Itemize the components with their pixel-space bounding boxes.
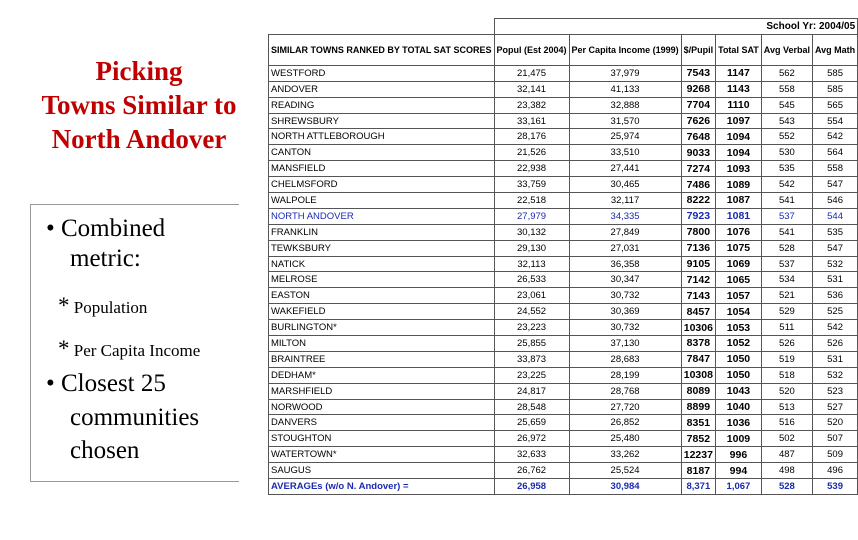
cell-inc: 41,133 [569, 81, 681, 97]
cell-town: BURLINGTON* [269, 320, 495, 336]
table-row [269, 177, 858, 193]
cell-town: BRAINTREE [269, 351, 495, 367]
table-row [269, 145, 858, 161]
cell-m: 547 [812, 240, 857, 256]
cell-inc: 28,199 [569, 367, 681, 383]
cell-pp: 12237 [681, 447, 716, 463]
cell-town: TEWKSBURY [269, 240, 495, 256]
cell-inc: 30,347 [569, 272, 681, 288]
cell-pop: 30,132 [494, 224, 569, 240]
cell-v: 526 [761, 336, 812, 352]
cell-pop: 25,659 [494, 415, 569, 431]
header-row [269, 34, 858, 65]
cell-sat: 1054 [716, 304, 762, 320]
cell-pop: 22,518 [494, 193, 569, 209]
cell-pop: 27,979 [494, 208, 569, 224]
cell-v: 513 [761, 399, 812, 415]
cell-pp: 10306 [681, 320, 716, 336]
cell-inc: 37,130 [569, 336, 681, 352]
cell-inc: 26,852 [569, 415, 681, 431]
cell-v: 516 [761, 415, 812, 431]
cell-town: SAUGUS [269, 463, 495, 479]
cell-pop: 26,972 [494, 431, 569, 447]
cell-inc: 30,732 [569, 288, 681, 304]
table-row [269, 240, 858, 256]
cell-v: 520 [761, 383, 812, 399]
school-year: School Yr: 2004/05 [494, 19, 858, 35]
cell-town: DEDHAM* [269, 367, 495, 383]
sub-bullet-population-label: Population [73, 298, 148, 317]
cell-inc: 37,979 [569, 65, 681, 81]
star-icon: * [58, 336, 70, 361]
cell-inc: 33,262 [569, 447, 681, 463]
cell-v: 562 [761, 65, 812, 81]
cell-town: READING [269, 97, 495, 113]
cell-town: MARSHFIELD [269, 383, 495, 399]
cell-m: 523 [812, 383, 857, 399]
table-row [269, 383, 858, 399]
table-row [269, 161, 858, 177]
bullet-metric: metric: [70, 245, 141, 272]
cell-sat: 1050 [716, 351, 762, 367]
cell-sat: 1076 [716, 224, 762, 240]
avg-income: 30,984 [569, 479, 681, 495]
cell-town: NORTH ANDOVER [269, 208, 495, 224]
cell-pop: 29,130 [494, 240, 569, 256]
cell-inc: 25,974 [569, 129, 681, 145]
cell-pp: 7800 [681, 224, 716, 240]
cell-inc: 28,683 [569, 351, 681, 367]
slide-title [14, 55, 264, 156]
cell-sat: 1081 [716, 208, 762, 224]
cell-m: 531 [812, 351, 857, 367]
cell-sat: 994 [716, 463, 762, 479]
cell-town: WALPOLE [269, 193, 495, 209]
cell-m: 542 [812, 320, 857, 336]
bullet-communities: communities [70, 404, 200, 431]
cell-m: 585 [812, 65, 857, 81]
avg-spupil: 8,371 [681, 479, 716, 495]
cell-pop: 33,873 [494, 351, 569, 367]
cell-pop: 25,855 [494, 336, 569, 352]
cell-v: 558 [761, 81, 812, 97]
cell-pop: 21,526 [494, 145, 569, 161]
cell-pop: 23,061 [494, 288, 569, 304]
star-icon: * [58, 293, 70, 318]
cell-m: 525 [812, 304, 857, 320]
cell-v: 537 [761, 256, 812, 272]
table-row [269, 208, 858, 224]
cell-pop: 23,225 [494, 367, 569, 383]
cell-sat: 1094 [716, 145, 762, 161]
cell-v: 521 [761, 288, 812, 304]
table-row [269, 320, 858, 336]
cell-m: 547 [812, 177, 857, 193]
cell-inc: 27,441 [569, 161, 681, 177]
cell-sat: 1050 [716, 367, 762, 383]
avg-sat: 1,067 [716, 479, 762, 495]
table-row [269, 431, 858, 447]
cell-pp: 10308 [681, 367, 716, 383]
cell-pop: 23,382 [494, 97, 569, 113]
cell-inc: 25,524 [569, 463, 681, 479]
cell-m: 531 [812, 272, 857, 288]
cell-v: 498 [761, 463, 812, 479]
cell-town: WAKEFIELD [269, 304, 495, 320]
table-row [269, 129, 858, 145]
sub-bullet-income-label: Per Capita Income [73, 341, 201, 360]
cell-m: 544 [812, 208, 857, 224]
cell-m: 554 [812, 113, 857, 129]
cell-pp: 7626 [681, 113, 716, 129]
cell-pp: 7142 [681, 272, 716, 288]
bullet-closest: • Closest 25 [46, 370, 166, 397]
cell-v: 519 [761, 351, 812, 367]
cell-v: 529 [761, 304, 812, 320]
avg-math: 539 [812, 479, 857, 495]
cell-m: 564 [812, 145, 857, 161]
avg-verbal: 528 [761, 479, 812, 495]
cell-pop: 32,113 [494, 256, 569, 272]
cell-pop: 32,633 [494, 447, 569, 463]
table-row [269, 113, 858, 129]
header-towns: SIMILAR TOWNS RANKED BY TOTAL SAT SCORES [269, 34, 495, 65]
cell-inc: 33,510 [569, 145, 681, 161]
table-row [269, 463, 858, 479]
cell-pp: 8351 [681, 415, 716, 431]
cell-pp: 7923 [681, 208, 716, 224]
school-year-row [269, 19, 858, 35]
cell-sat: 1040 [716, 399, 762, 415]
cell-inc: 25,480 [569, 431, 681, 447]
cell-pop: 24,817 [494, 383, 569, 399]
cell-pp: 8089 [681, 383, 716, 399]
cell-sat: 1087 [716, 193, 762, 209]
cell-town: MANSFIELD [269, 161, 495, 177]
table-row [269, 351, 858, 367]
cell-pp: 8187 [681, 463, 716, 479]
table-row [269, 336, 858, 352]
cell-inc: 30,465 [569, 177, 681, 193]
cell-sat: 1089 [716, 177, 762, 193]
cell-sat: 1075 [716, 240, 762, 256]
cell-v: 543 [761, 113, 812, 129]
cell-v: 534 [761, 272, 812, 288]
cell-pop: 26,533 [494, 272, 569, 288]
cell-sat: 1036 [716, 415, 762, 431]
cell-m: 565 [812, 97, 857, 113]
table-row [269, 224, 858, 240]
cell-town: WATERTOWN* [269, 447, 495, 463]
cell-town: DANVERS [269, 415, 495, 431]
cell-sat: 1093 [716, 161, 762, 177]
cell-m: 509 [812, 447, 857, 463]
cell-pop: 24,552 [494, 304, 569, 320]
cell-pp: 7648 [681, 129, 716, 145]
cell-v: 511 [761, 320, 812, 336]
cell-v: 545 [761, 97, 812, 113]
cell-sat: 1143 [716, 81, 762, 97]
cell-sat: 1069 [716, 256, 762, 272]
table-row [269, 193, 858, 209]
cell-pp: 8457 [681, 304, 716, 320]
cell-m: 520 [812, 415, 857, 431]
cell-inc: 30,732 [569, 320, 681, 336]
cell-pop: 33,759 [494, 177, 569, 193]
cell-v: 535 [761, 161, 812, 177]
cell-sat: 1057 [716, 288, 762, 304]
cell-town: SHREWSBURY [269, 113, 495, 129]
cell-m: 546 [812, 193, 857, 209]
cell-town: CANTON [269, 145, 495, 161]
cell-m: 527 [812, 399, 857, 415]
header-income: Per Capita Income (1999) [569, 34, 681, 65]
cell-pp: 9105 [681, 256, 716, 272]
cell-town: STOUGHTON [269, 431, 495, 447]
cell-pp: 7136 [681, 240, 716, 256]
cell-pp: 7847 [681, 351, 716, 367]
cell-pop: 28,176 [494, 129, 569, 145]
cell-v: 530 [761, 145, 812, 161]
cell-sat: 1147 [716, 65, 762, 81]
cell-pp: 7143 [681, 288, 716, 304]
cell-m: 507 [812, 431, 857, 447]
table-row [269, 256, 858, 272]
cell-pp: 8222 [681, 193, 716, 209]
cell-pop: 33,161 [494, 113, 569, 129]
cell-v: 528 [761, 240, 812, 256]
cell-town: ANDOVER [269, 81, 495, 97]
header-spupil: $/Pupil [681, 34, 716, 65]
cell-pp: 8899 [681, 399, 716, 415]
cell-inc: 36,358 [569, 256, 681, 272]
table-row [269, 415, 858, 431]
cell-m: 526 [812, 336, 857, 352]
cell-sat: 1009 [716, 431, 762, 447]
bullet-combined: • Combined [46, 215, 166, 242]
title-line-3: North Andover [51, 123, 227, 154]
cell-inc: 32,117 [569, 193, 681, 209]
cell-sat: 996 [716, 447, 762, 463]
cell-v: 541 [761, 224, 812, 240]
cell-town: MILTON [269, 336, 495, 352]
cell-pp: 7852 [681, 431, 716, 447]
table-row [269, 367, 858, 383]
table-row [269, 288, 858, 304]
table-row [269, 81, 858, 97]
cell-pop: 26,762 [494, 463, 569, 479]
cell-sat: 1065 [716, 272, 762, 288]
cell-inc: 34,335 [569, 208, 681, 224]
cell-m: 532 [812, 367, 857, 383]
cell-m: 585 [812, 81, 857, 97]
title-line-2: Towns Similar to [41, 89, 237, 120]
cell-inc: 28,768 [569, 383, 681, 399]
header-sat: Total SAT [716, 34, 762, 65]
cell-inc: 27,031 [569, 240, 681, 256]
cell-inc: 31,570 [569, 113, 681, 129]
cell-sat: 1110 [716, 97, 762, 113]
header-math: Avg Math [812, 34, 857, 65]
cell-pp: 9033 [681, 145, 716, 161]
header-popul: Popul (Est 2004) [494, 34, 569, 65]
cell-town: FRANKLIN [269, 224, 495, 240]
table-row [269, 65, 858, 81]
cell-inc: 32,888 [569, 97, 681, 113]
cell-m: 532 [812, 256, 857, 272]
cell-m: 542 [812, 129, 857, 145]
cell-pp: 7704 [681, 97, 716, 113]
cell-m: 558 [812, 161, 857, 177]
averages-row [269, 479, 858, 495]
cell-inc: 27,849 [569, 224, 681, 240]
cell-v: 518 [761, 367, 812, 383]
cell-sat: 1052 [716, 336, 762, 352]
cell-v: 541 [761, 193, 812, 209]
cell-inc: 27,720 [569, 399, 681, 415]
cell-m: 536 [812, 288, 857, 304]
table-row [269, 97, 858, 113]
bullet-chosen: chosen [70, 437, 140, 464]
cell-v: 537 [761, 208, 812, 224]
cell-inc: 30,369 [569, 304, 681, 320]
cell-v: 487 [761, 447, 812, 463]
cell-m: 496 [812, 463, 857, 479]
cell-pp: 8378 [681, 336, 716, 352]
table-row [269, 447, 858, 463]
cell-sat: 1053 [716, 320, 762, 336]
cell-town: CHELMSFORD [269, 177, 495, 193]
cell-town: NATICK [269, 256, 495, 272]
cell-m: 535 [812, 224, 857, 240]
cell-sat: 1094 [716, 129, 762, 145]
cell-pp: 7543 [681, 65, 716, 81]
table-row [269, 399, 858, 415]
table-row [269, 304, 858, 320]
cell-town: NORWOOD [269, 399, 495, 415]
sat-table [268, 18, 858, 495]
sub-bullet-income [58, 336, 200, 362]
cell-town: MELROSE [269, 272, 495, 288]
cell-pop: 21,475 [494, 65, 569, 81]
cell-pp: 9268 [681, 81, 716, 97]
cell-town: WESTFORD [269, 65, 495, 81]
table-row [269, 272, 858, 288]
title-line-1: Picking [95, 56, 183, 86]
avg-pop: 26,958 [494, 479, 569, 495]
cell-sat: 1097 [716, 113, 762, 129]
cell-pop: 22,938 [494, 161, 569, 177]
cell-v: 542 [761, 177, 812, 193]
header-verbal: Avg Verbal [761, 34, 812, 65]
cell-v: 502 [761, 431, 812, 447]
sub-bullet-population [58, 293, 147, 319]
cell-pop: 23,223 [494, 320, 569, 336]
cell-pp: 7486 [681, 177, 716, 193]
cell-v: 552 [761, 129, 812, 145]
averages-label: AVERAGEs (w/o N. Andover) = [269, 479, 495, 495]
cell-sat: 1043 [716, 383, 762, 399]
cell-town: NORTH ATTLEBOROUGH [269, 129, 495, 145]
cell-pop: 32,141 [494, 81, 569, 97]
cell-pp: 7274 [681, 161, 716, 177]
cell-pop: 28,548 [494, 399, 569, 415]
cell-town: EASTON [269, 288, 495, 304]
